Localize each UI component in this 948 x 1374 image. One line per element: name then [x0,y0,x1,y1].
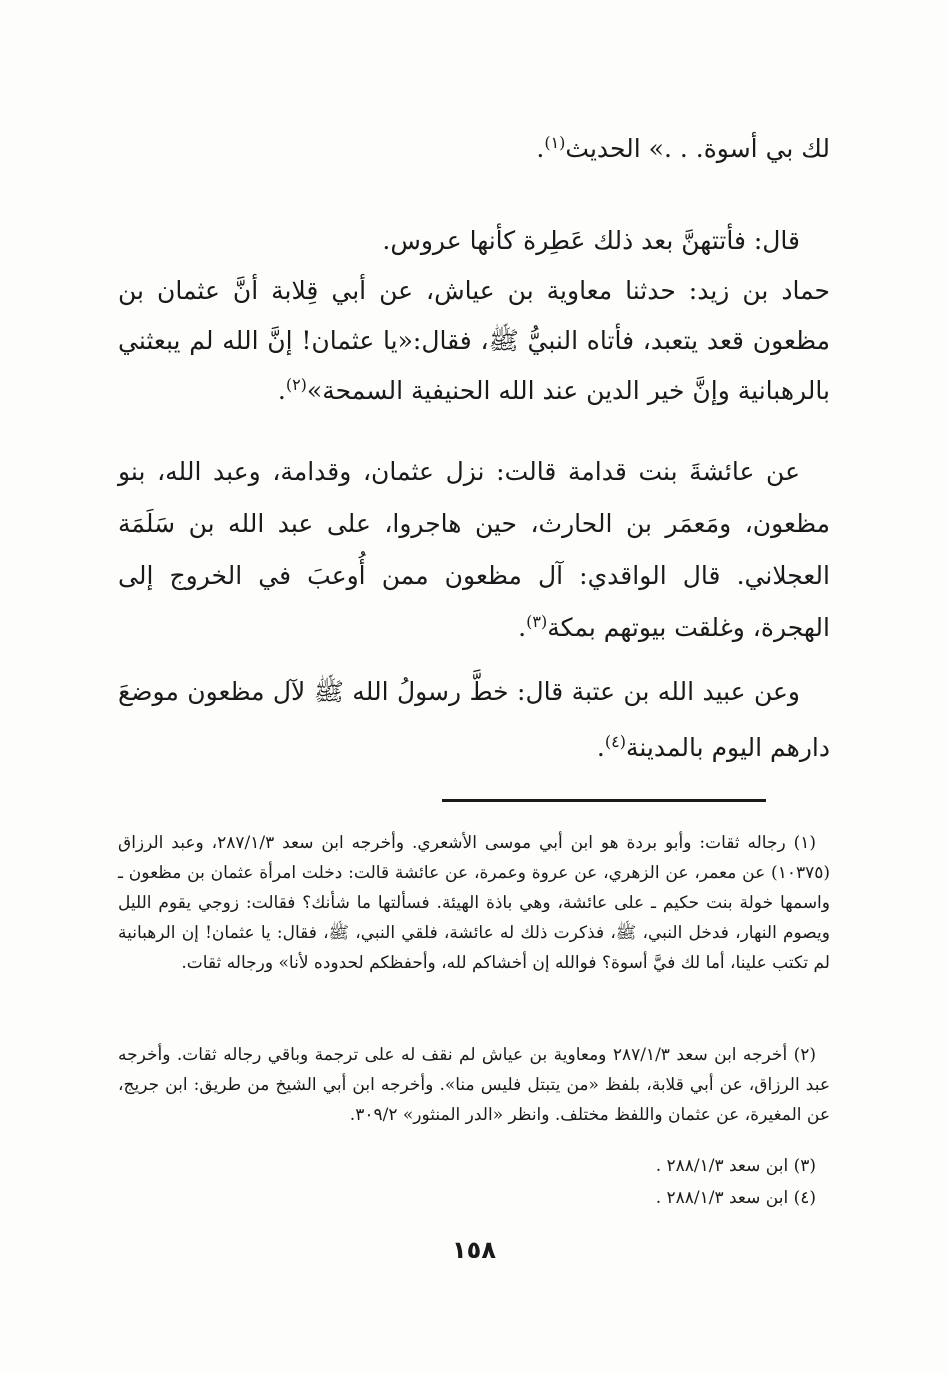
footnote-3 [118,1151,830,1181]
footnote-text: (٤) ابن سعد ٢٨٨/١/٣ . [655,1188,816,1208]
paragraph-end: . [518,613,527,642]
footnote-text: (٢) أخرجه ابن سعد ٢٨٧/١/٣ ومعاوية بن عياش لم نقف له على ترجمة وباقي رجاله ثقات. وأخرجه عبد الرزاق، عن أبي قلابة، بلفظ «من يتبتل فليس منا». وأخرجه ابن أبي الشيخ من طريق: ابن جريج، عن المغيرة، عن عثمان واللفظ مختلف. وانظر «الدر المنثور» ٣٠٩/٢. [118,1045,830,1125]
footnote-text: (١) رجاله ثقات: وأبو بردة هو ابن أبي موسى الأشعري. وأخرجه ابن سعد ٢٨٧/١/٣، وعبد الرزاق (١٠٣٧٥) عن معمر، عن الزهري، عن عروة وعمرة، عن عائشة قالت: دخلت امرأة عثمان بن مظعون ـ واسمها خولة بنت حكيم ـ على عائشة، وهي باذة الهيئة. فسألتها ما شأنك؟ فقالت: زوجي يقوم الليل ويصوم النهار، فدخل النبي، ﷺ، فذكرت ذلك له عائشة، فلقي النبي، ﷺ، فقال: يا عثمان! إن الرهبانية لم تكتب علينا، أما لك فيَّ أسوة؟ فوالله إن أخشاكم لله، وأحفظكم لحدوده لأنا» ورجاله ثقات. [118,833,830,973]
paragraph-aisha-qudama [118,446,830,654]
continuation-end: . [536,134,545,163]
footnote-2 [118,1040,830,1130]
paragraph-text-ubaydullah: وعن عبيد الله بن عتبة قال: خطَّ رسولُ الله ﷺ لآل مظعون موضعَ دارهم اليوم بالمدينة [118,677,830,762]
page-number: ١٥٨ [452,1236,496,1264]
paragraph-uthman-hadith [118,216,830,416]
footnote-ref-2: (٢) [285,375,307,394]
footnote-text: (٣) ابن سعد ٢٨٨/١/٣ . [655,1156,816,1176]
continuation-text: لك بي أسوة. . .» الحديث [565,134,830,163]
paragraph-line-intro: قال: فأتتهنَّ بعد ذلك عَطِرة كأنها عروس. [382,226,800,255]
footnote-1 [118,828,830,978]
paragraph-text-aisha: عن عائشةَ بنت قدامة قالت: نزل عثمان، وقدامة، وعبد الله، بنو مظعون، ومَعمَر بن الحارث، حين هاجروا، على عبد الله بن سَلَمَة العجلاني. قال الواقدي: آل مظعون ممن أُوعبَ في الخروج إلى الهجرة، وغلقت بيوتهم بمكة [118,457,830,642]
continuation-line [118,128,830,170]
paragraph-text-hammad: حماد بن زيد: حدثنا معاوية بن عياش، عن أبي قِلابة أنَّ عثمان بن مظعون قعد يتعبد، فأتاه النبيُّ ﷺ، فقال:«يا عثمان! إنَّ الله لم يبعثني بالرهبانية وإنَّ خير الدين عند الله الحنيفية السمحة» [118,276,830,405]
paragraph-ubaydullah [118,664,830,776]
footnote-ref-4: (٤) [604,732,626,751]
footnote-separator [442,799,766,802]
paragraph-end: . [596,733,605,762]
footnote-4 [118,1183,830,1213]
footnote-ref-1: (١) [544,133,566,152]
footnote-ref-3: (٣) [526,612,548,631]
paragraph-end: . [277,376,286,405]
